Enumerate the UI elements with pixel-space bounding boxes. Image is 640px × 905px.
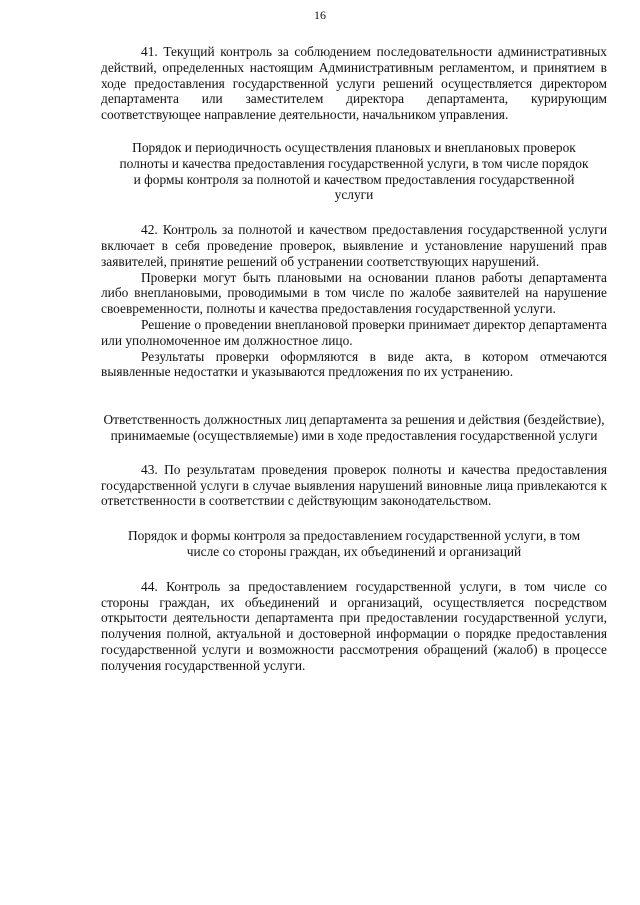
paragraph-42-results: Результаты проверки оформляются в виде акта, в котором отмечаются выявленные недостатки и указываются предложения по их устранению. <box>101 348 607 380</box>
paragraph-42: 42. Контроль за полнотой и качеством предоставления государственной услуги включает в себя проведение проверок, выявление и установление нарушений прав заявителей, принятие решений об устранении соответствующих нарушений. <box>101 222 607 269</box>
section-heading-responsibility: Ответственность должностных лиц департамента за решения и действия (бездействие), принимаемые (осуществляемые) ими в ходе предоставления государственной услуги <box>103 412 605 443</box>
paragraph-42-planned-checks: Проверки могут быть плановыми на основании планов работы департамента либо внеплановыми, проводимыми в том числе по жалобе заявителей на нарушение своевременности, полноты и качества предоставления государственной услуги. <box>101 269 607 317</box>
section-heading-inspections: Порядок и периодичность осуществления плановых и внеплановых проверок полноты и качества предоставления государственной услуги, в том числе порядок и формы контроля за полнотой и качеством предоставления государственной услуги <box>119 139 589 203</box>
section-heading-control-forms: Порядок и формы контроля за предоставлением государственной услуги, в том числе со стороны граждан, их объединений и организаций <box>127 528 581 559</box>
document-body <box>101 44 607 674</box>
paragraph-42-unplanned-decision: Решение о проведении внеплановой проверки принимает директор департамента или уполномоченное им должностное лицо. <box>101 316 607 348</box>
page-number: 16 <box>314 8 326 22</box>
paragraph-43: 43. По результатам проведения проверок полноты и качества предоставления государственной услуги в случае выявления нарушений виновные лица привлекаются к ответственности в соответствии с действующим законодательством. <box>101 461 607 509</box>
paragraph-44: 44. Контроль за предоставлением государственной услуги, в том числе со стороны граждан, их объединений и организаций, осуществляется посредством открытости деятельности департамента при предоставлении государственной услуги, получения полной, актуальной и достоверной информации о порядке предоставления государственной услуги и возможности рассмотрения обращений (жалоб) в процессе получения государственной услуги. <box>101 578 607 673</box>
paragraph-41: 41. Текущий контроль за соблюдением последовательности административных действий, определенных настоящим Административным регламентом, и принятием в ходе предоставления государственной услуги решений осуществляется директором департамента или заместителем директора департамента, курирующим соответствующее направление деятельности, начальником управления. <box>101 44 607 123</box>
